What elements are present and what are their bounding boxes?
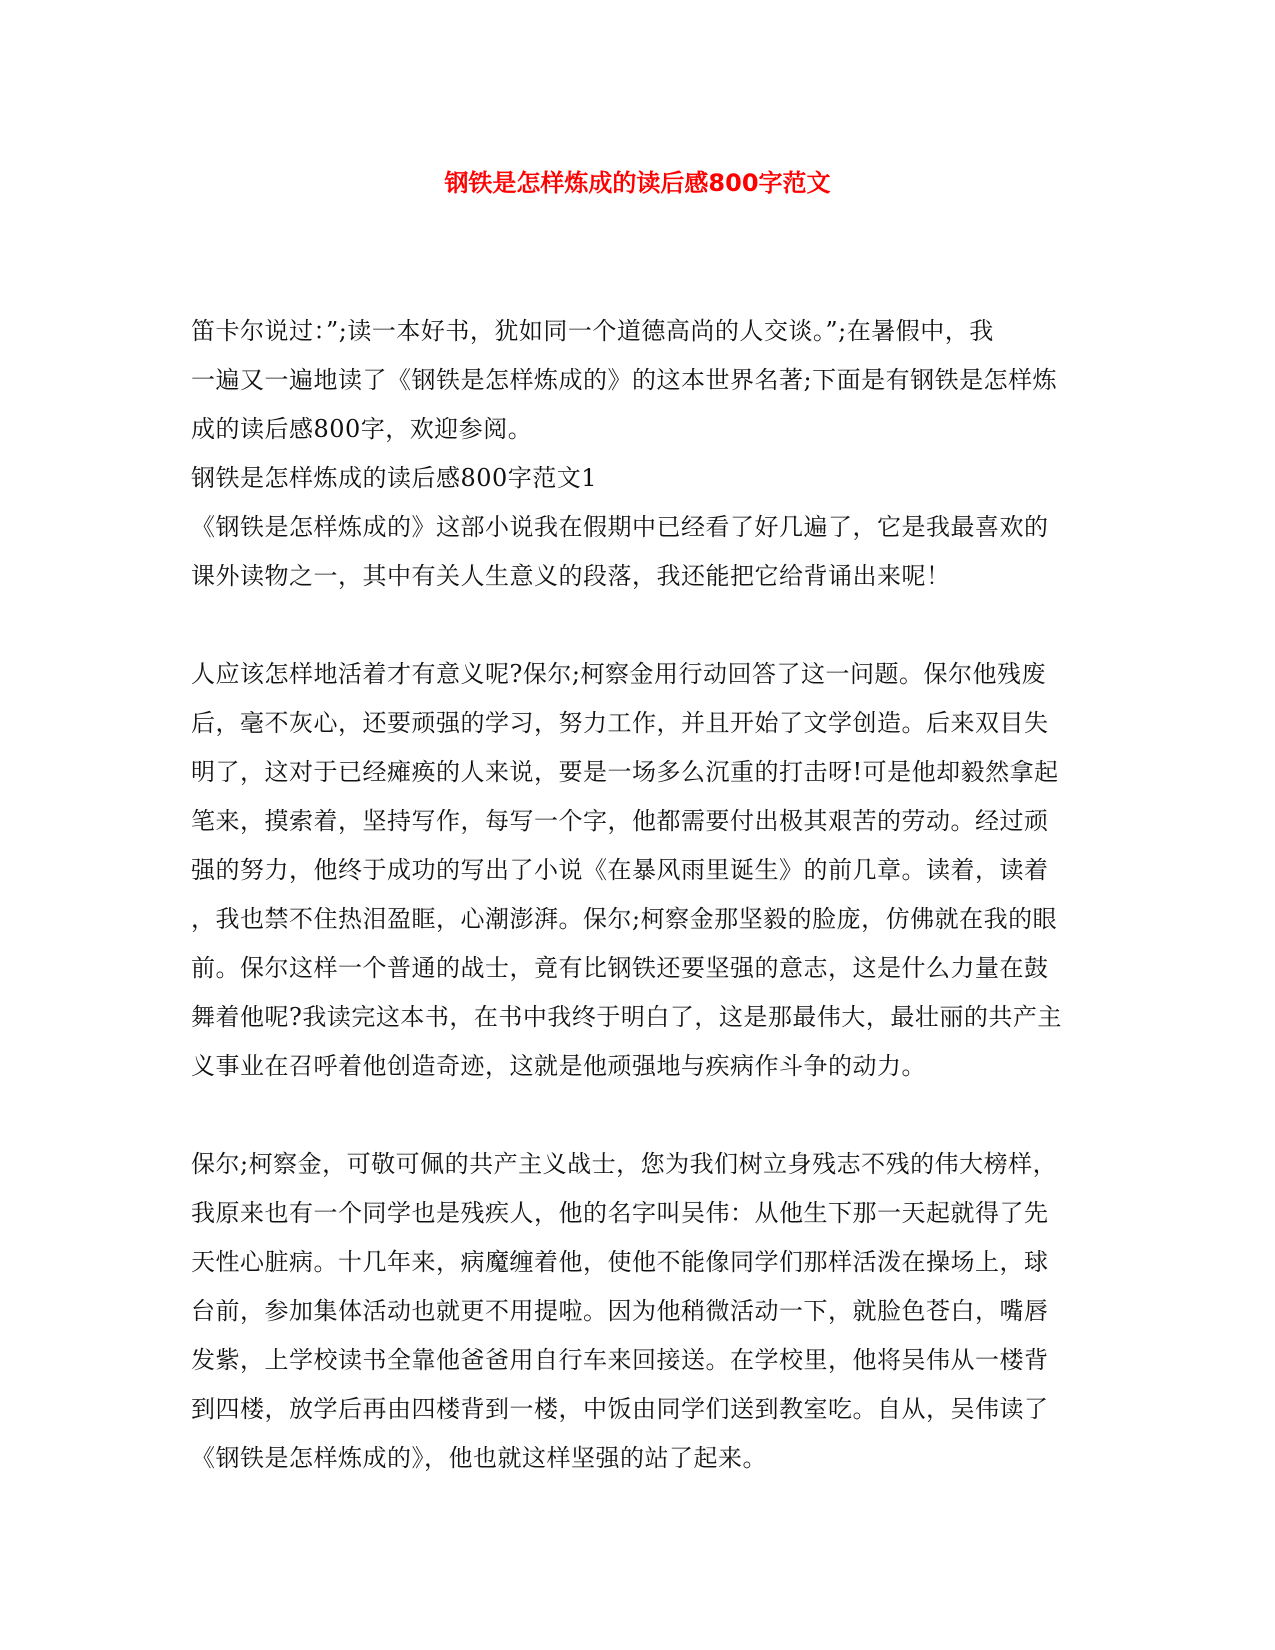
paragraph-gap [191,601,1091,650]
text-line: 人应该怎样地活着才有意义呢?保尔;柯察金用行动回答了这一问题。保尔他残废 [191,660,1046,688]
text-line: 义事业在召呼着他创造奇迹，这就是他顽强地与疾病作斗争的动力。 [191,1052,926,1080]
document-body [191,307,1091,1483]
text-line: 明了，这对于已经瘫痪的人来说，要是一场多么沉重的打击呀!可是他却毅然拿起 [191,758,1059,786]
text-line: 我原来也有一个同学也是残疾人，他的名字叫吴伟：从他生下那一天起就得了先 [191,1199,1049,1227]
paragraph-favorite-book [191,503,1091,601]
section-heading [191,454,1091,503]
text-line: 保尔;柯察金，可敬可佩的共产主义战士，您为我们树立身残志不残的伟大榜样， [191,1150,1058,1178]
paragraph-gap [191,1091,1091,1140]
text-line: 课外读物之一，其中有关人生意义的段落，我还能把它给背诵出来呢！ [191,562,951,590]
document-title: 钢铁是怎样炼成的读后感800字范文 [444,169,831,197]
paragraph-meaning-of-life [191,650,1091,1091]
text-line: 天性心脏病。十几年来，病魔缠着他，使他不能像同学们那样活泼在操场上，球 [191,1248,1049,1276]
text-line: 笔来，摸索着，坚持写作，每写一个字，他都需要付出极其艰苦的劳动。经过顽 [191,807,1049,835]
text-line: 笛卡尔说过：”;读一本好书，犹如同一个道德高尚的人交谈。”;在暑假中，我 [191,317,994,345]
paragraph-classmate-story [191,1140,1091,1483]
text-line: 前。保尔这样一个普通的战士，竟有比钢铁还要坚强的意志，这是什么力量在鼓 [191,954,1049,982]
text-line: ，我也禁不住热泪盈眶，心潮澎湃。保尔;柯察金那坚毅的脸庞，仿佛就在我的眼 [191,905,1058,933]
text-line: 发紫，上学校读书全靠他爸爸用自行车来回接送。在学校里，他将吴伟从一楼背 [191,1346,1049,1374]
text-line: 后，毫不灰心，还要顽强的学习，努力工作，并且开始了文学创造。后来双目失 [191,709,1049,737]
text-line: 强的努力，他终于成功的写出了小说《在暴风雨里诞生》的前几章。读着，读着 [191,856,1049,884]
text-line: 成的读后感800字，欢迎参阅。 [191,415,533,443]
text-line: 一遍又一遍地读了《钢铁是怎样炼成的》的这本世界名著;下面是有钢铁是怎样炼 [191,366,1058,394]
text-line: 《钢铁是怎样炼成的》这部小说我在假期中已经看了好几遍了，它是我最喜欢的 [191,513,1049,541]
text-line: 台前，参加集体活动也就更不用提啦。因为他稍微活动一下，就脸色苍白，嘴唇 [191,1297,1049,1325]
text-line: 到四楼，放学后再由四楼背到一楼，中饭由同学们送到教室吃。自从，吴伟读了 [191,1395,1049,1423]
text-line: 钢铁是怎样炼成的读后感800字范文1 [191,464,598,492]
paragraph-intro [191,307,1091,454]
text-line: 《钢铁是怎样炼成的》，他也就这样坚强的站了起来。 [191,1444,767,1472]
text-line: 舞着他呢?我读完这本书，在书中我终于明白了，这是那最伟大，最壮丽的共产主 [191,1003,1062,1031]
